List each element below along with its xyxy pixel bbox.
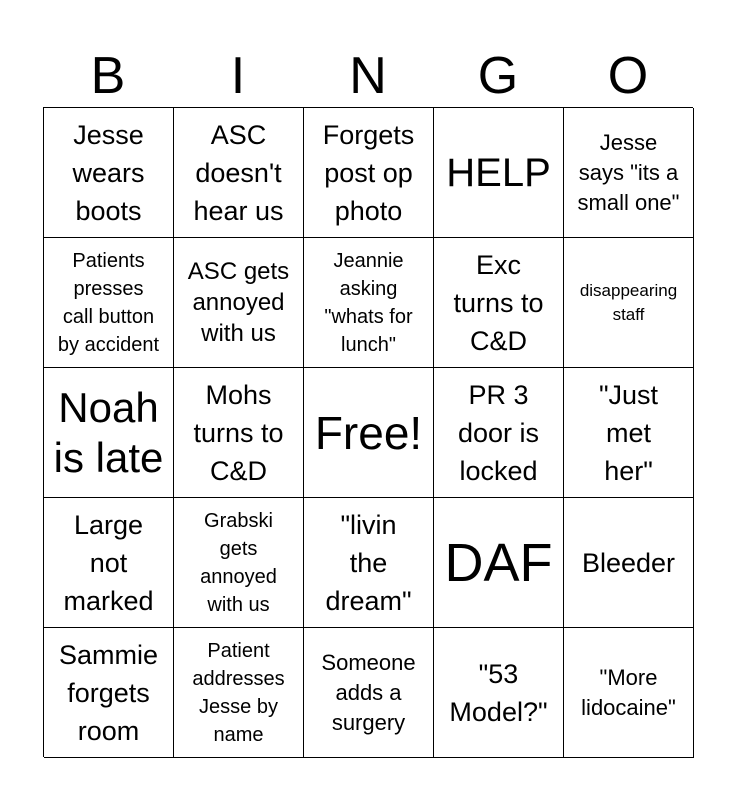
bingo-cell-r5c5[interactable]: [564, 628, 694, 758]
cell-text: ASC doesn't hear us: [193, 119, 284, 226]
header-letter-i: I: [230, 47, 246, 105]
bingo-cell-r2c3[interactable]: [304, 238, 434, 368]
cell-text: "livin the dream": [325, 509, 412, 616]
bingo-cell-r3c1[interactable]: [44, 368, 174, 498]
bingo-cell-r5c2[interactable]: [174, 628, 304, 758]
bingo-cell-r5c4[interactable]: [434, 628, 564, 758]
cell-text: DAF: [444, 532, 553, 593]
cell-text: Patient addresses Jesse by name: [192, 639, 285, 746]
cell-text: "53 Model?": [449, 658, 548, 727]
bingo-cell-r5c3[interactable]: [304, 628, 434, 758]
bingo-cell-r1c3[interactable]: [304, 108, 434, 238]
cell-text: Someone adds a surgery: [321, 649, 416, 735]
bingo-cell-r4c4[interactable]: [434, 498, 564, 628]
bingo-cell-r2c4[interactable]: [434, 238, 564, 368]
bingo-cell-r4c1[interactable]: [44, 498, 174, 628]
cell-text: ASC gets annoyed with us: [187, 258, 290, 347]
bingo-cell-r3c4[interactable]: [434, 368, 564, 498]
cell-text: Sammie forgets room: [58, 639, 159, 746]
bingo-cell-r2c1[interactable]: [44, 238, 174, 368]
bingo-header: [43, 46, 693, 106]
bingo-cell-r4c5[interactable]: [564, 498, 694, 628]
free-space-text: Free!: [314, 406, 423, 459]
cell-text: Noah is late: [53, 383, 164, 481]
cell-text: Jesse wears boots: [72, 119, 145, 226]
bingo-cell-r4c3[interactable]: [304, 498, 434, 628]
cell-text: Mohs turns to C&D: [193, 379, 284, 486]
bingo-cell-r4c2[interactable]: [174, 498, 304, 628]
header-letter-n: N: [349, 47, 387, 105]
bingo-cell-r5c1[interactable]: [44, 628, 174, 758]
header-letter-g: G: [477, 47, 519, 105]
cell-text: Grabski gets annoyed with us: [200, 509, 277, 616]
bingo-board: [43, 107, 693, 757]
bingo-cell-r1c1[interactable]: [44, 108, 174, 238]
bingo-cell-r2c5[interactable]: [564, 238, 694, 368]
header-letter-b: B: [90, 47, 126, 105]
cell-text: Forgets post op photo: [322, 119, 415, 226]
cell-text: Patients presses call button by accident: [57, 249, 160, 356]
cell-text: "Just met her": [598, 379, 659, 486]
cell-text: Large not marked: [63, 509, 154, 616]
bingo-cell-r1c4[interactable]: [434, 108, 564, 238]
cell-text: "More lidocaine": [581, 664, 676, 720]
bingo-cell-r3c2[interactable]: [174, 368, 304, 498]
bingo-cell-r1c5[interactable]: [564, 108, 694, 238]
cell-text: disappearing staff: [579, 280, 678, 324]
cell-text: HELP: [446, 150, 551, 195]
cell-text: Bleeder: [581, 547, 676, 578]
bingo-cell-r1c2[interactable]: [174, 108, 304, 238]
cell-text: Jeannie asking "whats for lunch": [324, 249, 413, 356]
header-letter-o: O: [607, 47, 649, 105]
bingo-cell-r3c5[interactable]: [564, 368, 694, 498]
cell-text: PR 3 door is locked: [457, 379, 540, 486]
bingo-cell-r3c3[interactable]: [304, 368, 434, 498]
bingo-cell-r2c2[interactable]: [174, 238, 304, 368]
cell-text: Exc turns to C&D: [453, 249, 544, 356]
cell-text: Jesse says "its a small one": [577, 129, 680, 215]
